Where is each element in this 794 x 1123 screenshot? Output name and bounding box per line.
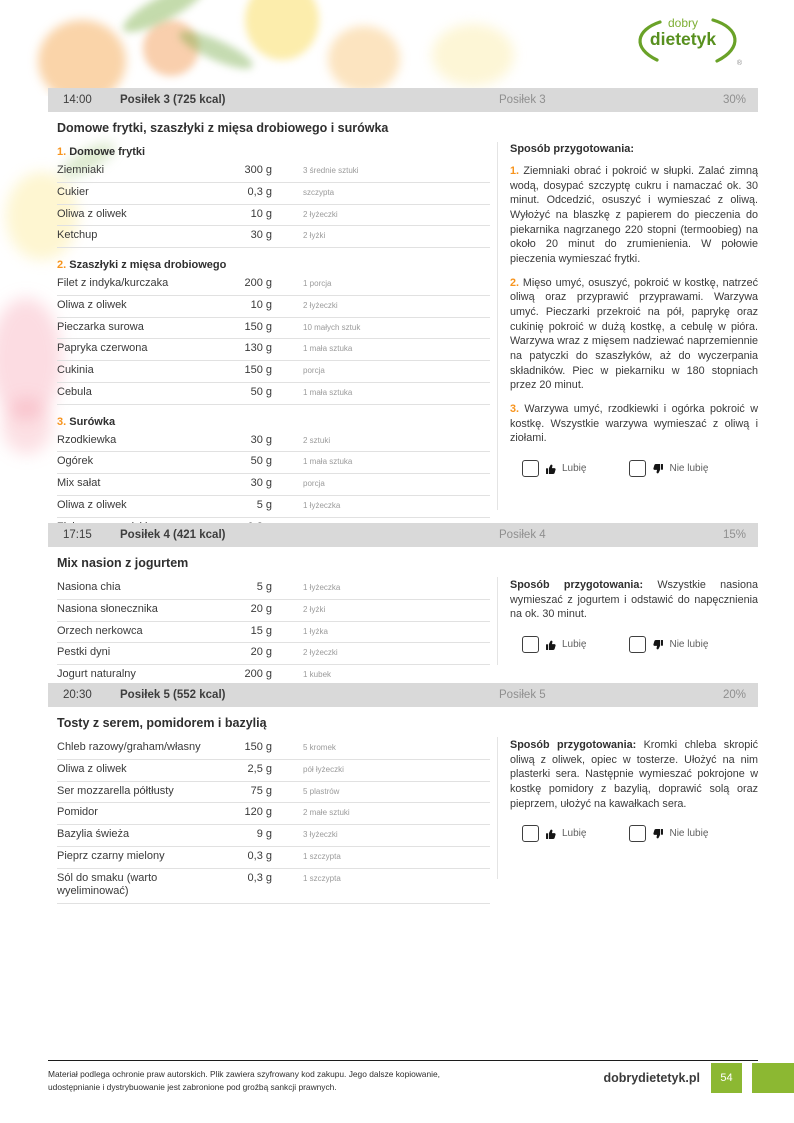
ingredient-measure: 10 małych sztuk [303,322,361,332]
ingredient-measure: 1 porcja [303,279,332,288]
ingredient-amount: 130 g [244,342,272,355]
thumbs-down-icon [652,828,664,840]
ingredient-name: Orzech nerkowca [57,624,143,637]
meal-header-bar [48,683,758,707]
ingredient-group-title: 3. Surówka [57,415,116,428]
ingredient-measure: pół łyżeczki [303,764,344,774]
ingredient-row [57,869,490,905]
brand-logo [630,14,744,68]
meal-section-4 [48,523,758,683]
feedback-row [510,636,758,653]
dislike-checkbox[interactable] [629,825,646,842]
ingredient-name: Ziemniaki [57,164,105,176]
ingredient-amount: 10 g [250,207,272,220]
ingredient-row [57,452,490,474]
lemon-slice-photo-blob [245,0,319,60]
feedback-row [510,460,758,477]
ingredient-amount: 30 g [250,229,272,242]
column-divider [497,737,498,879]
like-checkbox[interactable] [522,825,539,842]
preparation-column [510,547,758,653]
ingredient-row [57,205,490,227]
ingredient-row [57,431,490,453]
ingredient-measure: 2 sztuki [303,435,331,445]
ingredient-measure: 3 średnie sztuki [303,166,359,175]
ingredient-row [57,496,490,518]
ingredient-name: Chleb razowy/graham/własny [57,741,201,753]
ingredient-name: Pieczarka surowa [57,320,144,333]
like-checkbox[interactable] [522,636,539,653]
logo-word-dietetyk: dietetyk [649,29,717,49]
group-number: 3. [57,415,70,428]
ingredient-name: Rzodkiewka [57,433,117,446]
ingredient-amount: 50 g [250,455,272,468]
ingredient-row [57,274,490,296]
meal-title: Posiłek 5 (552 kcal) [120,689,226,701]
preparation-step: 1. Ziemniaki obrać i pokroić w słupki. Zalać zimną wodą, dosypać szczyptę cukru i namaczać ok. 30 minut. Odcedzić, osuszyć i wymieszać z oliwą. Wyłożyć na blaszkę z papierem do pieczenia do piekarnika nagrzanego 220 stopni (termoobieg) na około 20 minut do zrumienienia. W połowie pieczenia wymieszać frytki. [510,165,758,266]
thumbs-down-icon [652,463,664,475]
orange-photo-blob [38,20,126,96]
meal-percent: 20% [722,689,746,701]
ingredient-row [57,578,490,600]
ingredient-name: Bazylia świeża [57,828,130,840]
column-divider [497,577,498,665]
meal-percent: 30% [722,94,746,106]
ingredient-row [57,183,490,205]
ingredient-measure: 1 szczypta [303,851,341,861]
ingredient-measure: 5 plastrów [303,786,340,796]
ingredient-group-title: 2. Szaszłyki z mięsa drobiowego [57,259,227,271]
like-option [522,825,586,842]
column-divider [497,142,498,510]
ingredient-amount: 30 g [250,433,272,446]
ingredient-amount: 200 g [244,277,272,289]
ingredient-amount: 150 g [244,741,272,753]
ingredient-measure: 1 łyżeczka [303,583,341,592]
meal-title: Posiłek 3 (725 kcal) [120,94,226,106]
ingredient-name: Ketchup [57,229,98,242]
ingredient-name: Cukier [57,185,89,198]
preparation-step: 3. Warzywa umyć, rzodkiewki i ogórka pokroić w kostkę. Wszystkie warzywa wymieszać z oliwą i ziołami. [510,403,758,445]
registered-mark: ® [736,60,742,67]
ingredient-amount: 20 g [250,646,272,659]
ingredient-amount: 20 g [250,602,272,615]
ingredient-amount: 2,5 g [247,762,272,775]
ingredient-name: Pieprz czarny mielony [57,849,165,862]
ingredient-amount: 300 g [244,164,272,176]
like-option [522,460,586,477]
ingredient-amount: 5 g [256,581,272,593]
ingredient-name: Nasiona chia [57,581,121,593]
ingredient-amount: 0,3 g [247,871,272,884]
ingredient-amount: 9 g [256,828,272,840]
logo-word-dobry: dobry [667,16,699,30]
ingredient-row [57,825,490,847]
ingredient-measure: 1 szczypta [303,873,341,883]
ingredient-measure: porcja [303,366,325,375]
page-number-badge: 54 [711,1063,742,1093]
group-number: 1. [57,146,70,158]
ingredient-row [57,383,490,405]
ingredient-measure: 2 łyżeczki [303,648,338,658]
step-number: 3. [510,403,525,416]
like-label: Lubię [562,639,587,651]
ingredient-row [57,847,490,869]
ingredient-table [57,161,490,248]
dish-title: Tosty z serem, pomidorem i bazylią [57,716,267,730]
ingredient-measure: 5 kromek [303,743,336,752]
ingredient-amount: 15 g [250,624,272,637]
thumbs-down-icon [652,639,664,651]
ingredient-measure: 3 łyżeczki [303,830,338,839]
ingredient-row [57,361,490,383]
ingredient-row [57,474,490,496]
meal-bar-label: Posiłek 5 [499,689,546,701]
ingredient-row [57,803,490,825]
footer-domain[interactable]: dobrydietetyk.pl [603,1071,700,1085]
ingredients-column [57,112,490,539]
ingredient-row [57,643,490,665]
like-label: Lubię [562,463,587,475]
preparation-step: 2. Mięso umyć, osuszyć, pokroić w kostkę, natrzeć oliwą oraz przyprawić przyprawami. Warzywa umyć. Pieczarki przekroić na pół, paprykę oraz cukinię pokroić w dużą kostkę, a cebulę w pióra. Warzywa wraz z mięsem nadziewać naprzemiennie na patyczki do szaszłyków, aż do wyczerpania składników. Piec w piekarniku w 180 stopniach przez 20 minut. [510,276,758,392]
meal-time: 14:00 [63,94,92,106]
ingredient-name: Pestki dyni [57,646,111,659]
ingredient-measure: 2 łyżeczki [303,300,338,310]
thumbs-up-icon [545,639,557,651]
step-number: 1. [510,165,524,177]
ingredient-table [57,274,490,405]
ingredient-name: Oliwa z oliwek [57,207,127,220]
meal-header-bar [48,88,758,112]
ingredient-name: Nasiona słonecznika [57,602,158,615]
like-label: Lubię [562,828,587,840]
preparation-heading: Sposób przygotowania: [510,579,658,591]
ingredient-table [57,578,490,687]
ingredient-groups [57,738,490,904]
ingredient-table [57,738,490,904]
ingredient-amount: 5 g [256,498,272,511]
ingredient-amount: 0,3 g [247,849,272,862]
step-number: 2. [510,276,523,289]
meal-section-3 [48,88,758,523]
ingredient-amount: 75 g [250,784,272,797]
ingredient-row [57,318,490,340]
ingredient-measure: 1 mała sztuka [303,344,353,354]
meal-bar-label: Posiłek 4 [499,529,546,541]
ingredient-row [57,600,490,622]
ingredient-row [57,738,490,760]
feedback-row [510,825,758,842]
orange-photo-blob [328,26,400,92]
meal-time: 20:30 [63,689,92,701]
ingredient-row [57,161,490,183]
ingredient-name: Pomidor [57,806,98,819]
footer-divider [48,1060,758,1061]
ingredients-column [57,547,490,687]
ingredient-name: Sól do smaku (warto wyeliminować) [57,871,158,898]
berry-watermark [2,398,52,454]
like-option [522,636,586,653]
ingredient-row [57,622,490,644]
ingredient-name: Ser mozzarella półtłusty [57,784,174,797]
dislike-option [629,636,708,653]
ingredient-row [57,782,490,804]
group-number: 2. [57,259,70,271]
ingredient-name: Oliwa z oliwek [57,298,127,311]
ingredient-measure: 2 łyżki [303,604,326,614]
dislike-label: Nie lubię [669,463,709,475]
ingredient-amount: 200 g [244,668,272,680]
ingredient-measure: 1 łyżeczka [303,500,341,510]
ingredient-measure: 2 małe sztuki [303,808,350,818]
ingredient-groups [57,578,490,687]
ingredient-name: Cukinia [57,364,94,376]
footer-legal-text: Materiał podlega ochronie praw autorskich. Plik zawiera szyfrowany kod zakupu. Jego dalsze kopiowanie, udostępnianie i dystrybuowanie jest zabronione pod groźbą sankcji prawnych. [48,1069,440,1093]
dish-title: Mix nasion z jogurtem [57,556,189,570]
ingredient-group-title: 1. Domowe frytki [57,146,146,158]
preparation-text [510,738,758,811]
ingredient-measure: 2 łyżeczki [303,209,338,219]
preparation-step: Sposób przygotowania: Wszystkie nasiona wymieszać z jogurtem i odstawić do napęcznienia na ok. 30 minut. [510,579,758,621]
ingredient-groups [57,146,490,539]
ingredient-measure: porcja [303,479,325,488]
meal-header-bar [48,523,758,547]
ingredient-measure: szczypta [303,187,335,197]
meal-title: Posiłek 4 (421 kcal) [120,529,226,541]
ingredient-name: Ogórek [57,455,94,468]
ingredient-amount: 30 g [250,477,272,489]
like-checkbox[interactable] [522,460,539,477]
meal-percent: 15% [722,529,746,541]
meal-bar-label: Posiłek 3 [499,94,546,106]
preparation-column [510,707,758,842]
preparation-heading: Sposób przygotowania: [510,143,635,155]
ingredient-row [57,296,490,318]
meal-section-5 [48,683,758,1003]
ingredient-amount: 120 g [244,806,272,819]
dislike-checkbox[interactable] [629,460,646,477]
ingredient-amount: 10 g [250,298,272,311]
ingredient-name: Jogurt naturalny [57,668,136,680]
ingredient-measure: 1 mała sztuka [303,387,353,397]
preparation-text [510,578,758,622]
dislike-label: Nie lubię [669,639,709,651]
ingredient-amount: 150 g [244,320,272,333]
ingredient-amount: 150 g [244,364,272,376]
thumbs-up-icon [545,463,557,475]
dislike-option [629,460,708,477]
ingredient-row [57,760,490,782]
ingredient-measure: 1 łyżka [303,626,328,636]
dislike-option [629,825,708,842]
thumbs-up-icon [545,828,557,840]
ingredient-amount: 0,3 g [247,185,272,198]
ingredient-amount: 50 g [250,385,272,398]
ingredient-name: Cebula [57,385,92,398]
footer-green-strip [752,1063,794,1093]
ingredient-measure: 1 kubek [303,670,332,679]
ingredient-name: Mix sałat [57,477,101,489]
ingredient-measure: 1 mała sztuka [303,457,353,467]
dish-title: Domowe frytki, szaszłyki z mięsa drobiowego i surówka [57,121,389,135]
ingredient-row [57,339,490,361]
ingredient-name: Filet z indyka/kurczaka [57,277,169,289]
preparation-column [510,112,758,477]
ingredient-row [57,226,490,248]
preparation-step: Sposób przygotowania: Kromki chleba skropić oliwą z oliwek, opiec w tosterze. Ułożyć na nim plasterki sera. Następnie wymieszać pokrojone w kostkę pomidory z bazylią, doprawić solą oraz pieprzem, ułożyć na kawałkach sera. [510,739,758,810]
dislike-checkbox[interactable] [629,636,646,653]
meal-time: 17:15 [63,529,92,541]
ingredients-column [57,707,490,904]
preparation-heading: Sposób przygotowania: [510,739,644,751]
lemon-photo-blob [432,24,514,86]
ingredient-measure: 2 łyżki [303,231,326,241]
ingredient-name: Oliwa z oliwek [57,762,127,775]
dislike-label: Nie lubię [669,828,709,840]
ingredient-name: Oliwa z oliwek [57,498,127,511]
ingredient-name: Papryka czerwona [57,342,148,355]
preparation-text [510,143,758,446]
